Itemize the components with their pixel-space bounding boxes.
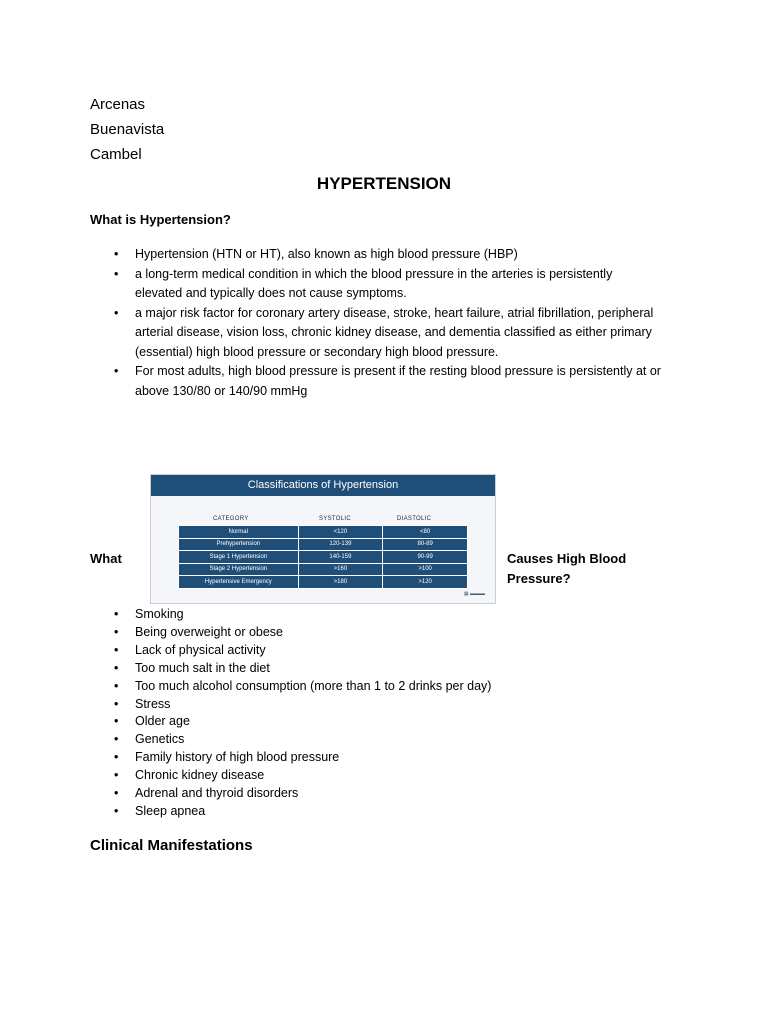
- figure-logo-mark: ▦ ▬▬▬: [463, 591, 485, 597]
- causes-heading-left: What: [90, 551, 122, 566]
- table-row: [179, 551, 468, 564]
- table-cell: >100: [383, 563, 468, 576]
- list-item: [90, 749, 710, 767]
- causes-heading-right: [507, 551, 626, 586]
- table-cell: >120: [383, 576, 468, 589]
- list-item: [90, 304, 710, 363]
- bullet-icon: •: [114, 786, 119, 801]
- list-item-text: Adrenal and thyroid disorders: [135, 786, 299, 801]
- bullet-icon: •: [114, 607, 119, 621]
- list-item-line: (essential) high blood pressure or secondary high blood pressure.: [135, 344, 499, 359]
- list-item: [90, 767, 710, 785]
- list-item: [90, 731, 710, 749]
- list-item: [90, 606, 710, 624]
- table-cell: Hypertensive Emergency: [179, 576, 299, 589]
- table-cell: 80-89: [383, 538, 468, 551]
- figure-title: Classifications of Hypertension: [151, 475, 495, 496]
- list-item-text: Family history of high blood pressure: [135, 750, 340, 765]
- bullet-icon: •: [114, 642, 119, 657]
- table-row: [179, 576, 468, 589]
- bullet-icon: •: [114, 750, 119, 765]
- bullet-icon: •: [114, 732, 119, 747]
- definition-list: [90, 245, 710, 401]
- causes-heading-line: Pressure?: [507, 571, 571, 586]
- list-item-text: Older age: [135, 714, 190, 729]
- bullet-icon: •: [114, 803, 119, 818]
- classification-table: [178, 525, 468, 589]
- table-cell: Prehypertension: [179, 538, 299, 551]
- list-item: [90, 660, 710, 678]
- list-item: [90, 362, 710, 401]
- bullet-icon: •: [114, 364, 119, 378]
- list-item: [90, 696, 710, 714]
- list-item-text: Chronic kidney disease: [135, 768, 265, 783]
- list-item: [90, 624, 710, 642]
- column-header-systolic: SYSTOLIC: [319, 516, 351, 522]
- bullet-icon: •: [114, 678, 119, 693]
- table-cell: Normal: [179, 526, 299, 539]
- list-item-text: Smoking: [135, 607, 184, 621]
- table-cell: <80: [383, 526, 468, 539]
- list-item-text: Too much alcohol consumption (more than 1 to 2 drinks per day): [135, 678, 492, 693]
- list-item: [90, 803, 710, 821]
- list-item-line: a long-term medical condition in which the blood pressure in the arteries is persistently: [135, 266, 613, 281]
- figure-body: [151, 496, 495, 603]
- list-item: [90, 678, 710, 696]
- bullet-icon: •: [114, 696, 119, 711]
- table-row: [179, 538, 468, 551]
- table-cell: Stage 1 Hypertension: [179, 551, 299, 564]
- classification-figure: [150, 474, 496, 604]
- document-title: HYPERTENSION: [316, 174, 452, 193]
- causes-list: [90, 606, 710, 821]
- bullet-icon: •: [114, 768, 119, 783]
- list-item-text: Being overweight or obese: [135, 624, 284, 639]
- table-cell: Stage 2 Hypertension: [179, 563, 299, 576]
- table-cell: 120-139: [298, 538, 383, 551]
- author-name: Arcenas: [90, 96, 146, 113]
- section-heading-definition: What is Hypertension?: [90, 212, 231, 227]
- list-item-text: Lack of physical activity: [135, 642, 266, 657]
- bullet-icon: •: [114, 624, 119, 639]
- bullet-icon: •: [114, 305, 119, 320]
- list-item-text: Sleep apnea: [135, 803, 206, 818]
- list-item-line: above 130/80 or 140/90 mmHg: [135, 383, 308, 398]
- table-cell: 140-159: [298, 551, 383, 564]
- list-item-line: arterial disease, vision loss, chronic kidney disease, and dementia classified as either primary: [135, 325, 652, 339]
- section-heading-clinical: Clinical Manifestations: [90, 837, 253, 854]
- list-item-line: For most adults, high blood pressure is present if the resting blood pressure is persistently at or: [135, 364, 661, 378]
- author-name: Buenavista: [90, 121, 165, 138]
- causes-heading-line: Causes High Blood: [507, 551, 627, 566]
- list-item: [90, 265, 710, 304]
- table-cell: >180: [298, 576, 383, 589]
- column-header-category: CATEGORY: [213, 516, 249, 522]
- bullet-icon: •: [114, 266, 119, 281]
- bullet-icon: •: [114, 714, 119, 729]
- table-cell: 90-99: [383, 551, 468, 564]
- table-cell: <120: [298, 526, 383, 539]
- list-item: [90, 642, 710, 660]
- list-item-text: Genetics: [135, 732, 185, 747]
- list-item-line: Hypertension (HTN or HT), also known as high blood pressure (HBP): [135, 247, 518, 261]
- bullet-icon: •: [114, 660, 119, 675]
- bullet-icon: •: [114, 247, 119, 261]
- list-item: [90, 713, 710, 731]
- list-item-text: Stress: [135, 696, 171, 711]
- column-header-diastolic: DIASTOLIC: [397, 516, 432, 522]
- list-item: [90, 245, 710, 265]
- table-cell: >160: [298, 563, 383, 576]
- list-item-line: a major risk factor for coronary artery disease, stroke, heart failure, atrial fibrillation, peripheral: [135, 305, 654, 320]
- list-item-line: elevated and typically does not cause symptoms.: [135, 286, 407, 300]
- list-item: [90, 785, 710, 803]
- table-row: [179, 563, 468, 576]
- author-name: Cambel: [90, 146, 142, 163]
- list-item-text: Too much salt in the diet: [135, 660, 270, 675]
- table-row: [179, 526, 468, 539]
